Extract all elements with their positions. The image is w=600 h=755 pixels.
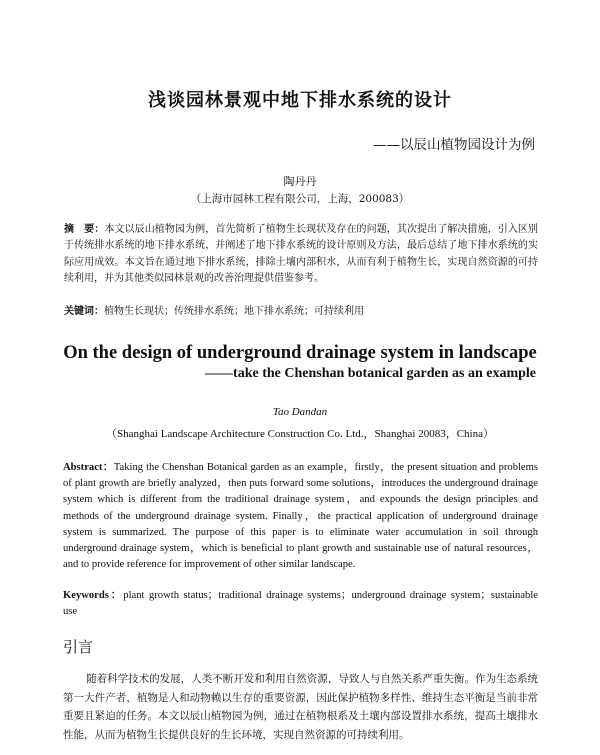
chinese-keywords-label: 关键词： [64,306,104,317]
chinese-abstract [64,222,538,288]
english-abstract [63,460,538,573]
english-author: Tao Dandan [272,406,328,418]
english-abstract-label: Abstract： [63,462,114,473]
english-keywords [63,588,538,620]
english-abstract-text: Taking the Chenshan Botanical garden as an example，firstly，the present situation and problems of plant growth are briefly analyzed，then puts forward some solutions，introduces the underground drainage system which is different from the traditional drainage system，and expounds the design principles and methods of the underground drainage system. Finally，the practical application of underground drainage system is summarized. The purpose of this paper is to eliminate water accumulation in soil through underground drainage system，which is beneficial to plant growth and sustainable use of natural resources，and to provide reference for improvement of other similar landscape. [63,462,539,571]
chinese-title: 浅谈园林景观中地下排水系统的设计 [148,90,452,111]
chinese-affiliation: （上海市园林工程有限公司，上海，200083） [190,193,410,205]
english-subtitle: ——take the Chenshan botanical garden as an example [205,366,536,381]
english-keywords-text: plant growth status；traditional drainage systems；underground drainage system；sustainable use [63,590,539,618]
introduction-heading: 引言 [63,638,94,656]
chinese-keywords [64,304,538,320]
english-affiliation: （Shanghai Landscape Architecture Construction Co. Ltd.，Shanghai 20083，China） [106,428,494,440]
chinese-author: 陶丹丹 [283,175,317,188]
chinese-abstract-text: 本文以辰山植物园为例，首先简析了植物生长现状及存在的问题，其次提出了解决措施，引入区别于传统排水系统的地下排水系统，并阐述了地下排水系统的设计原则及方法，最后总结了地下排水系统的实际应用成效。本文旨在通过地下排水系统，排除土壤内部积水，从而有利于植物生长，实现自然资源的可持续利用，并为其他类似园林景观的改善治理提供借鉴参考。 [64,224,539,285]
english-title: On the design of underground drainage system in landscape [63,343,537,363]
chinese-subtitle: ——以辰山植物园设计为例 [373,137,535,153]
english-keywords-label: Keywords： [63,590,124,601]
introduction-paragraph: 随着科学技术的发展，人类不断开发和利用自然资源，导致人与自然关系严重失衡。作为生态系统第一大件产者，植物是人和动物赖以生存的重要资源，因此保护植物多样性、维持生态平衡是当前非常重要且紧迫的任务。本文以辰山植物园为例，通过在植物根系及土壤内部设置排水系统，提高土壤排水性能，从而为植物生长提供良好的生长环境，实现自然资源的可持续利用。 [63,673,538,741]
chinese-keywords-text: 植物生长现状；传统排水系统；地下排水系统；可持续利用 [104,306,364,317]
chinese-abstract-label: 摘 要： [64,224,105,235]
